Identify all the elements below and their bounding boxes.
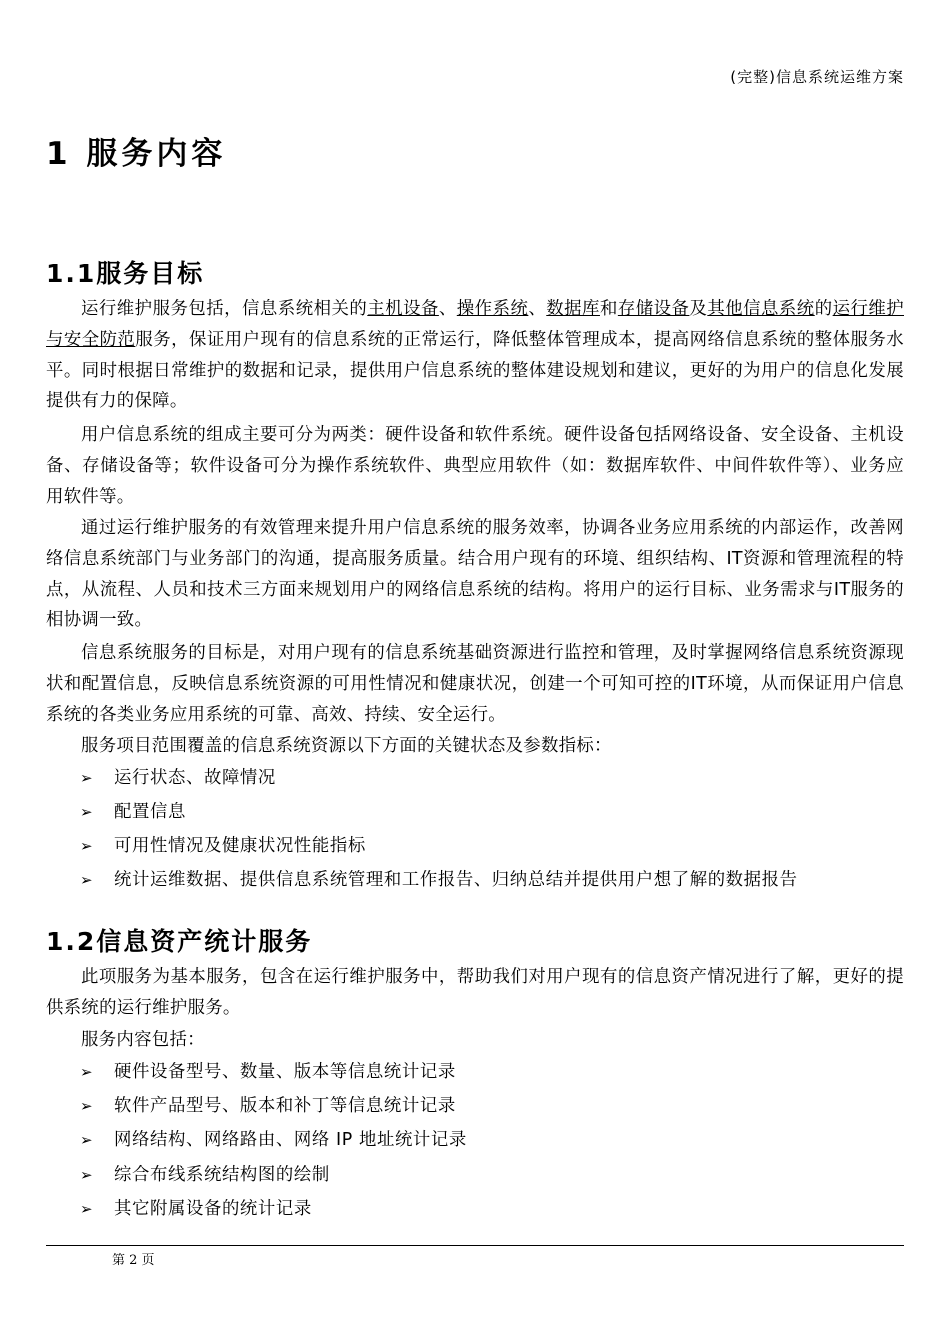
text-segment: 、: [438, 299, 457, 319]
paragraph-scope-intro: 服务项目范围覆盖的信息系统资源以下方面的关键状态及参数指标：: [81, 736, 612, 756]
heading-service-goal: 1.1服务目标: [46, 259, 205, 288]
arrow-bullet-icon: ➢: [80, 769, 94, 787]
heading-service-content: 1 服务内容: [46, 136, 227, 172]
list-item: [80, 766, 910, 790]
list-item: [80, 800, 910, 824]
list-item-text: 综合布线系统结构图的绘制: [114, 1165, 330, 1185]
arrow-bullet-icon: ➢: [80, 1097, 94, 1115]
list-item: [80, 834, 910, 858]
list-item: [80, 1094, 910, 1118]
link-other-info-systems[interactable]: 其他信息系统: [707, 299, 815, 319]
arrow-bullet-icon: ➢: [80, 1131, 94, 1149]
list-item-text: 软件产品型号、版本和补丁等信息统计记录: [114, 1096, 456, 1116]
arrow-bullet-icon: ➢: [80, 1063, 94, 1081]
list-item: [80, 1163, 910, 1187]
paragraph-content-intro: 服务内容包括：: [81, 1030, 205, 1050]
list-item: [80, 868, 910, 892]
text-segment: 运行维护服务包括，信息系统相关的: [81, 299, 368, 319]
footer-divider: [46, 1245, 904, 1246]
link-host-devices[interactable]: 主机设备: [367, 299, 439, 319]
page-number: 第 2 页: [112, 1253, 155, 1268]
text-segment: 及: [689, 299, 708, 319]
list-item-text: 网络结构、网络路由、网络 IP 地址统计记录: [114, 1130, 467, 1150]
list-item-text: 配置信息: [114, 802, 186, 822]
text-segment: 、: [528, 299, 547, 319]
arrow-bullet-icon: ➢: [80, 1200, 94, 1218]
paragraph-asset-intro: 此项服务为基本服务，包含在运行维护服务中，帮助我们对用户现有的信息资产情况进行了解，更好的提供系统的运行维护服务。: [46, 967, 904, 1018]
list-item-text: 可用性情况及健康状况性能指标: [114, 836, 366, 856]
list-item: [80, 1197, 910, 1221]
link-ops-security[interactable]: 运行维护与安全防范: [46, 299, 904, 350]
list-item-text: 运行状态、故障情况: [114, 768, 276, 788]
link-storage-devices[interactable]: 存储设备: [617, 299, 690, 319]
list-item-text: 硬件设备型号、数量、版本等信息统计记录: [114, 1062, 456, 1082]
paragraph-system-composition: 用户信息系统的组成主要可分为两类：硬件设备和软件系统。硬件设备包括网络设备、安全设备、主机设备、存储设备等；软件设备可分为操作系统软件、典型应用软件（如：数据库软件、中间件软件等）、业务应用软件等。: [46, 425, 904, 507]
list-item-text: 统计运维数据、提供信息系统管理和工作报告、归纳总结并提供用户想了解的数据报告: [114, 870, 798, 890]
arrow-bullet-icon: ➢: [80, 837, 94, 855]
paragraph-service-efficiency: 通过运行维护服务的有效管理来提升用户信息系统的服务效率，协调各业务应用系统的内部运作，改善网络信息系统部门与业务部门的沟通，提高服务质量。结合用户现有的环境、组织结构、IT资源和管理流程的特点，从流程、人员和技术三方面来规划用户的网络信息系统的结构。将用户的运行目标、业务需求与IT服务的相协调一致。: [46, 518, 904, 631]
list-item-text: 其它附属设备的统计记录: [114, 1199, 312, 1219]
list-item: [80, 1128, 910, 1152]
page-header-title: (完整)信息系统运维方案: [730, 68, 904, 86]
arrow-bullet-icon: ➢: [80, 871, 94, 889]
link-operating-system[interactable]: 操作系统: [456, 299, 529, 319]
link-database[interactable]: 数据库: [546, 299, 600, 319]
paragraph-service-target: 信息系统服务的目标是，对用户现有的信息系统基础资源进行监控和管理，及时掌握网络信息系统资源现状和配置信息，反映信息系统资源的可用性情况和健康状况，创建一个可知可控的IT环境，从而保证用户信息系统的各类业务应用系统的可靠、高效、持续、安全运行。: [46, 643, 904, 725]
list-item: [80, 1060, 910, 1084]
paragraph-goal-intro: [46, 294, 904, 417]
text-segment: 服务，保证用户现有的信息系统的正常运行，降低整体管理成本，提高网络信息系统的整体服务水平。同时根据日常维护的数据和记录，提供用户信息系统的整体建设规划和建议，更好的为用户的信息化发展提供有力的保障。: [46, 329, 904, 412]
arrow-bullet-icon: ➢: [80, 803, 94, 821]
text-segment: 和: [599, 299, 618, 319]
heading-asset-statistics: 1.2信息资产统计服务: [46, 927, 313, 956]
text-segment: 的: [814, 299, 833, 319]
arrow-bullet-icon: ➢: [80, 1166, 94, 1184]
